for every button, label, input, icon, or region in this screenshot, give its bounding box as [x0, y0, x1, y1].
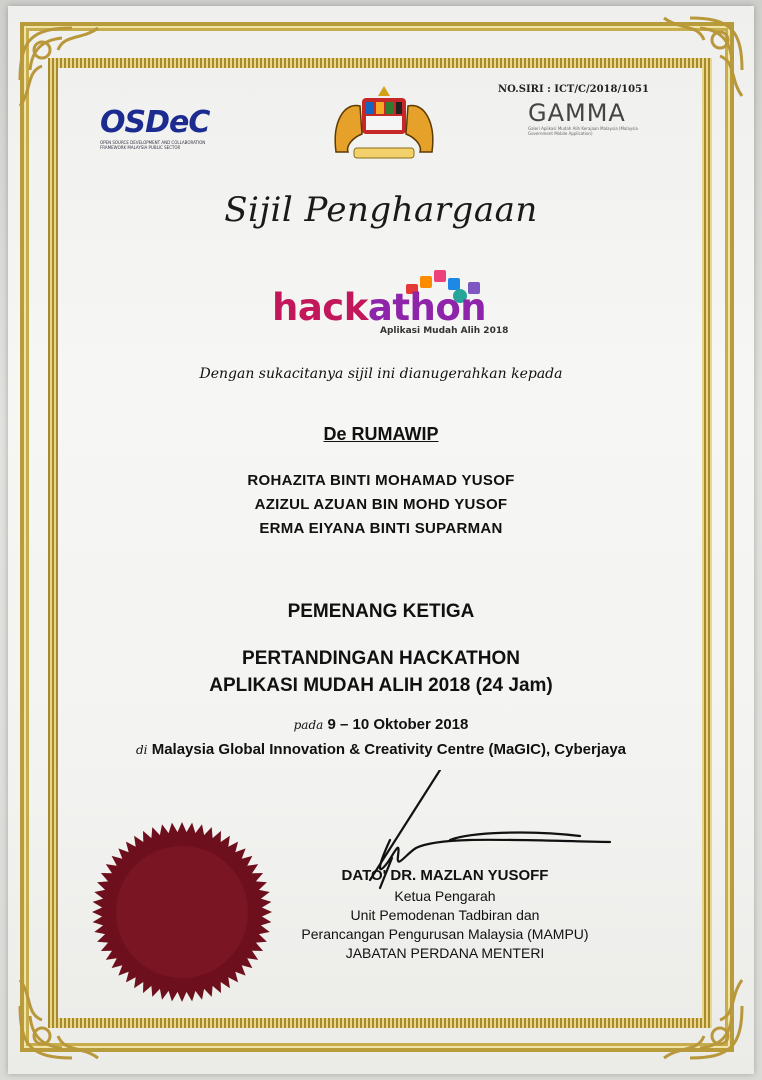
- serial-number: NO.SIRI : ICT/C/2018/1051: [498, 84, 649, 95]
- signatory-title-line1: Ketua Pengarah: [394, 888, 496, 904]
- signatory-title-line4: JABATAN PERDANA MENTERI: [345, 945, 545, 961]
- hackathon-logo-part1: hack: [272, 286, 368, 329]
- signatory-title-line2: Unit Pemodenan Tadbiran dan: [350, 907, 540, 923]
- hackathon-logo-subtitle: Aplikasi Mudah Alih 2018: [380, 326, 509, 336]
- ornament-corner-icon: [654, 970, 750, 1066]
- gamma-logo-text: GAMMA: [528, 99, 626, 127]
- date-value: 9 – 10 Oktober 2018: [327, 716, 469, 733]
- venue-prefix: di: [136, 743, 148, 757]
- competition-title-line2: APLIKASI MUDAH ALIH 2018 (24 Jam): [209, 675, 553, 696]
- member-name: ROHAZITA BINTI MOHAMAD YUSOF: [247, 472, 515, 489]
- osdec-logo-text: OSDeC: [100, 105, 210, 140]
- signatory-name: DATO' DR. MAZLAN YUSOFF: [341, 867, 549, 884]
- osdec-logo-tagline: OPEN SOURCE DEVELOPMENT AND COLLABORATION FRAMEWORK MALAYSIA PUBLIC SECTOR: [100, 140, 206, 150]
- member-name: AZIZUL AZUAN BIN MOHD YUSOF: [254, 496, 508, 513]
- venue-value: Malaysia Global Innovation & Creativity Centre (MaGIC), Cyberjaya: [151, 741, 626, 758]
- team-name: De RUMAWIP: [323, 424, 439, 444]
- coat-of-arms-icon: [326, 82, 442, 164]
- event-date: [0, 716, 762, 733]
- intro-text: Dengan sukacitanya sijil ini dianugerahkan kepada: [199, 366, 563, 382]
- ornament-corner-icon: [12, 20, 108, 116]
- date-prefix: pada: [293, 718, 324, 732]
- ornament-corner-icon: [654, 10, 750, 106]
- signatory-title-line3: Perancangan Pengurusan Malaysia (MAMPU): [301, 926, 589, 942]
- red-seal-icon: [90, 820, 274, 1004]
- award-title: PEMENANG KETIGA: [287, 601, 475, 622]
- member-name: ERMA EIYANA BINTI SUPARMAN: [259, 520, 503, 537]
- certificate-title: Sijil Penghargaan: [224, 190, 538, 230]
- competition-title-line1: PERTANDINGAN HACKATHON: [242, 648, 520, 669]
- osdec-logo: [100, 105, 230, 150]
- gamma-logo: [528, 100, 658, 136]
- event-venue: [0, 741, 762, 758]
- hackathon-logo-part2: athon: [367, 286, 487, 329]
- hackathon-logo-text: [272, 288, 486, 328]
- gamma-logo-tagline: Galeri Aplikasi Mudah Alih Kerajaan Malaysia (Malaysia Government Mobile Application): [528, 126, 638, 136]
- hackathon-logo: [272, 266, 512, 342]
